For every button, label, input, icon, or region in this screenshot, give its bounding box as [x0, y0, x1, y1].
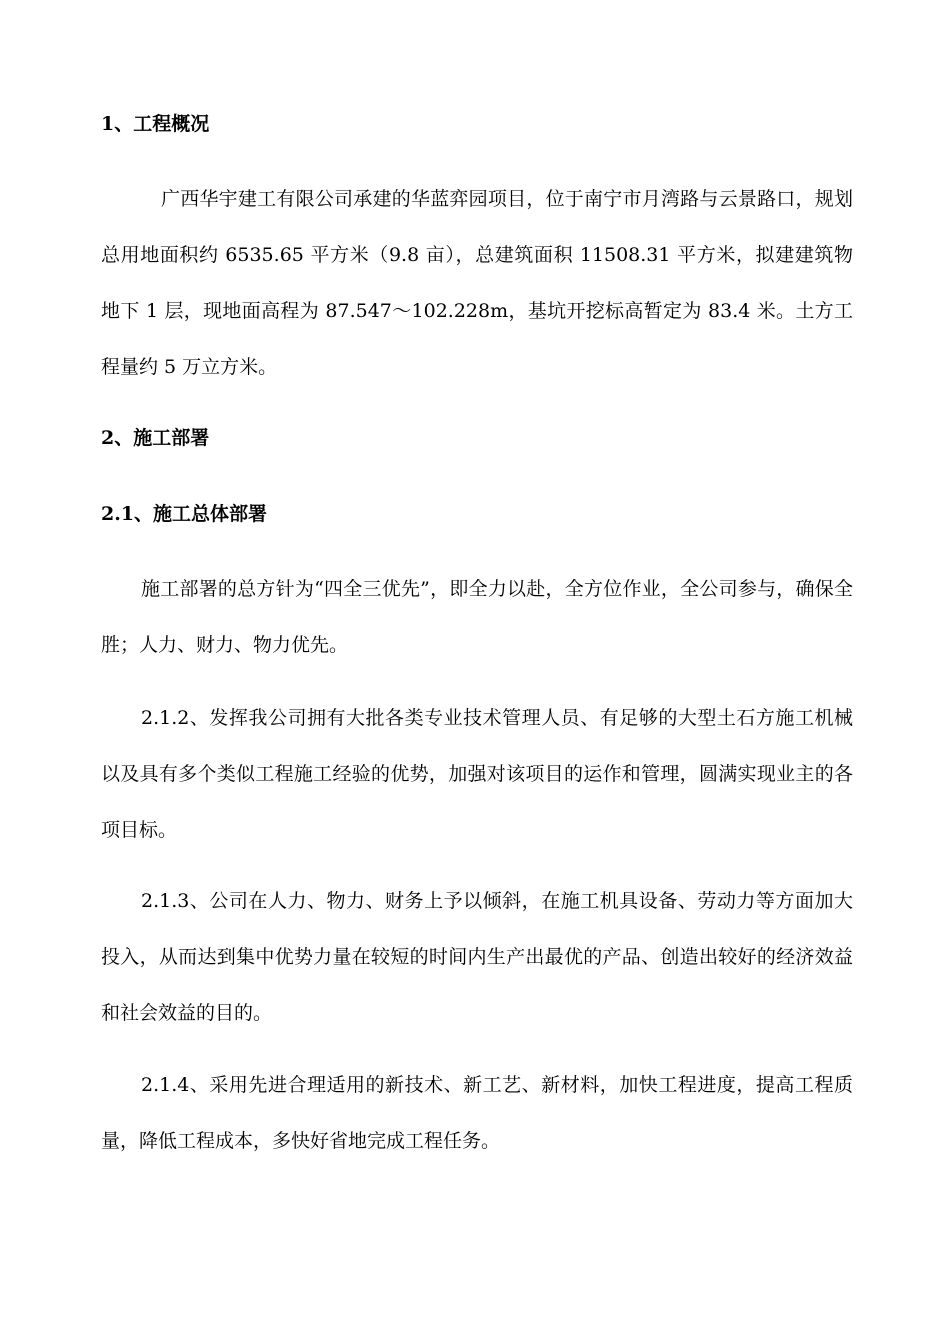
paragraph-deployment-policy: 施工部署的总方针为“四全三优先”，即全力以赴，全方位作业，全公司参与，确保全胜；人力、财力、物力优先。	[101, 578, 853, 656]
section-heading-overall-deployment: 2.1、施工总体部署	[101, 503, 268, 525]
section-heading-project-overview: 1、工程概况	[101, 113, 210, 135]
section-heading-construction-deployment: 2、施工部署	[101, 427, 210, 449]
paragraph-2-1-4: 2.1.4、采用先进合理适用的新技术、新工艺、新材料，加快工程进度，提高工程质量，降低工程成本，多快好省地完成工程任务。	[101, 1074, 853, 1152]
paragraph-2-1-3: 2.1.3、公司在人力、物力、财务上予以倾斜，在施工机具设备、劳动力等方面加大投入，从而达到集中优势力量在较短的时间内生产出最优的产品、创造出较好的经济效益和社会效益的目的。	[101, 890, 853, 1024]
paragraph-2-1-2: 2.1.2、发挥我公司拥有大批各类专业技术管理人员、有足够的大型土石方施工机械以及具有多个类似工程施工经验的优势，加强对该项目的运作和管理，圆满实现业主的各项目标。	[101, 707, 853, 841]
paragraph-project-overview: 广西华宇建工有限公司承建的华蓝弈园项目，位于南宁市月湾路与云景路口，规划总用地面积约 6535.65 平方米（9.8 亩），总建筑面积 11508.31 平方米，拟建建筑物地下 1 层，现地面高程为 87.547～102.228m，基坑开挖标高暂定为 83.4 米。土方工程量约 5 万立方米。	[101, 188, 853, 378]
